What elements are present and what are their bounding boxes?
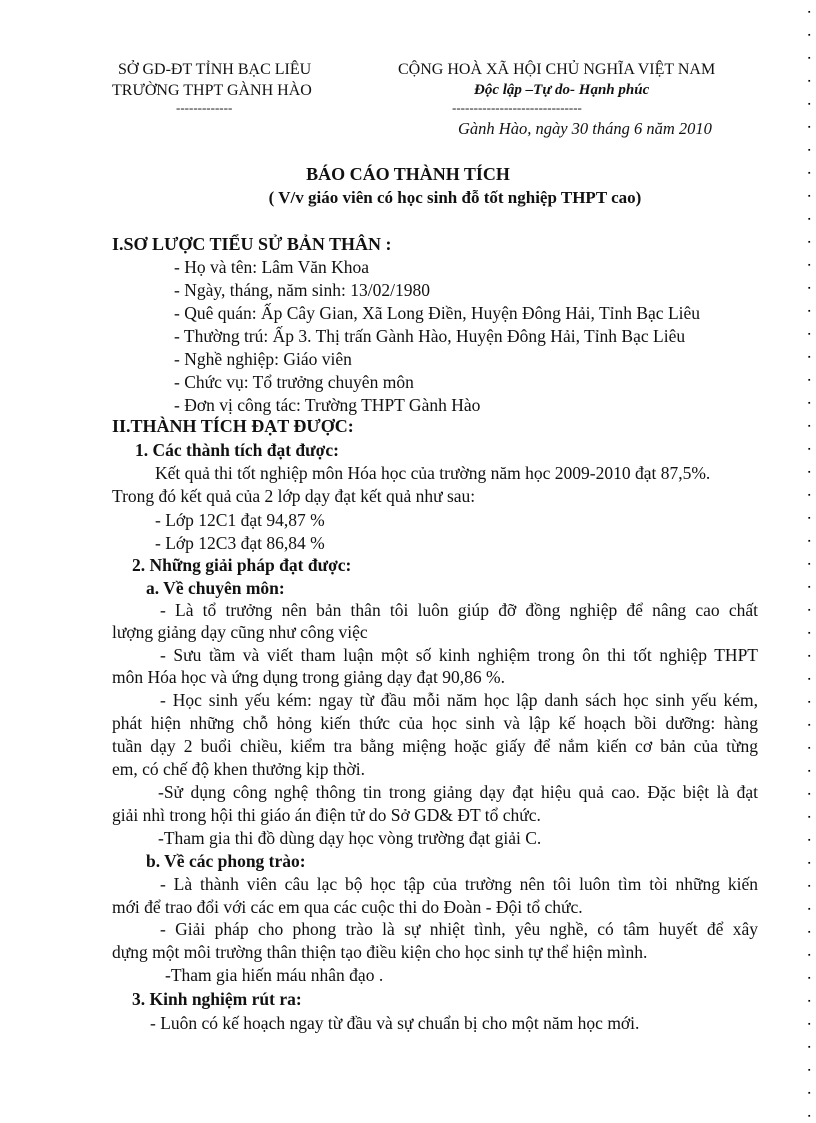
a-p5: -Tham gia thi đồ dùng dạy học vòng trường đạt giải C. [158,828,542,848]
margin-bullet: ▪ [808,307,811,315]
margin-bullet: ▪ [808,652,811,660]
sub-3-heading: 3. Kinh nghiệm rút ra: [132,989,302,1009]
margin-bullet: ▪ [808,836,811,844]
place-date: Gành Hào, ngày 30 tháng 6 năm 2010 [458,119,712,138]
margin-bullet: ▪ [808,77,811,85]
bio-birthdate: - Ngày, tháng, năm sinh: 13/02/1980 [174,280,430,300]
margin-bullet: ▪ [808,491,811,499]
margin-bullet: ▪ [808,1089,811,1097]
margin-bullet: ▪ [808,629,811,637]
margin-bullet: ▪ [808,238,811,246]
b-p3: -Tham gia hiến máu nhân đạo . [165,965,384,985]
margin-bullet: ▪ [808,744,811,752]
bio-hometown: - Quê quán: Ấp Cây Gian, Xã Long Điền, Huyện Đông Hải, Tỉnh Bạc Liêu [174,303,701,323]
section-2-heading: II.THÀNH TÍCH ĐẠT ĐƯỢC: [112,416,354,436]
result-line-2: Trong đó kết quả của 2 lớp dạy đạt kết quả như sau: [112,486,476,506]
margin-bullet: ▪ [808,560,811,568]
margin-bullet: ▪ [808,54,811,62]
margin-bullet: ▪ [808,422,811,430]
margin-bullet: ▪ [808,123,811,131]
a-p3-line4: em, có chế độ khen thưởng kịp thời. [112,759,366,779]
b-p2-line2: dựng một môi trường thân thiện tạo điều kiện cho học sinh tự thể hiện mình. [112,942,648,962]
margin-bullet: ▪ [808,813,811,821]
margin-bullet: ▪ [808,859,811,867]
margin-bullet: ▪ [808,790,811,798]
a-p1-line1: - Là tổ trưởng nên bản thân tôi luôn giúp đỡ đồng nghiệp để nâng cao chất [160,600,758,620]
national-motto: Độc lập –Tự do- Hạnh phúc [474,82,650,98]
a-p3-line1: - Học sinh yếu kém: ngay từ đầu mỗi năm học lập danh sách học sinh yếu kém, [160,690,758,710]
margin-bullet: ▪ [808,583,811,591]
a-p4-line2: giải nhì trong hội thi giáo án điện tử do Sở GD& ĐT tổ chức. [112,805,541,825]
margin-bullet: ▪ [808,997,811,1005]
a-p2-line2: môn Hóa học và ứng dụng trong giảng dạy đạt 90,86 %. [112,667,505,687]
section-1-heading: I.SƠ LƯỢC TIỂU SỬ BẢN THÂN : [112,234,392,254]
bio-name: - Họ và tên: Lâm Văn Khoa [174,257,370,277]
margin-bullet: ▪ [808,8,811,16]
experience-line-1: - Luôn có kế hoạch ngay từ đầu và sự chuẩn bị cho một năm học mới. [150,1013,640,1033]
margin-bullet: ▪ [808,169,811,177]
margin-bullet: ▪ [808,1066,811,1074]
margin-bullet: ▪ [808,882,811,890]
margin-bullet: ▪ [808,192,811,200]
bio-occupation: - Nghề nghiệp: Giáo viên [174,349,352,369]
margin-bullet: ▪ [808,1112,811,1120]
school-name: TRƯỜNG THPT GÀNH HÀO [112,82,312,99]
margin-bullet: ▪ [808,951,811,959]
margin-bullet: ▪ [808,537,811,545]
sub-1-heading: 1. Các thành tích đạt được: [135,440,339,460]
report-subtitle: ( V/v giáo viên có học sinh đỗ tốt nghiệp THPT cao) [268,188,642,207]
margin-bullet: ▪ [808,284,811,292]
nation-title: CỘNG HOÀ XÃ HỘI CHỦ NGHĨA VIỆT NAM [398,61,716,78]
margin-bullet: ▪ [808,721,811,729]
margin-bullet: ▪ [808,928,811,936]
bio-workplace: - Đơn vị công tác: Trường THPT Gành Hào [174,395,481,415]
margin-bullet: ▪ [808,1043,811,1051]
b-p1-line2: mới để trao đổi với các em qua các cuộc thi do Đoàn - Đội tổ chức. [112,897,583,917]
left-divider: ------------- [176,100,233,115]
margin-bullet: ▪ [808,905,811,913]
a-p3-line3: tuần dạy 2 buổi chiều, kiểm tra bằng miệng hoặc giấy để nắm kiến cơ bản của từng [112,736,758,756]
sub-2-heading: 2. Những giải pháp đạt được: [132,555,352,575]
margin-bullet: ▪ [808,675,811,683]
margin-bullet: ▪ [808,445,811,453]
margin-bullet: ▪ [808,146,811,154]
sub-2a-heading: a. Về chuyên môn: [146,578,285,598]
bio-residence: - Thường trú: Ấp 3. Thị trấn Gành Hào, Huyện Đông Hải, Tỉnh Bạc Liêu [174,326,686,346]
report-title: BÁO CÁO THÀNH TÍCH [306,164,510,184]
margin-bullet: ▪ [808,31,811,39]
right-divider: ------------------------------ [452,100,582,115]
bio-position: - Chức vụ: Tổ trưởng chuyên môn [174,372,414,392]
margin-bullet: ▪ [808,261,811,269]
margin-bullet: ▪ [808,606,811,614]
margin-bullets [808,0,814,1123]
margin-bullet: ▪ [808,353,811,361]
a-p3-line2: phát hiện những chỗ hỏng kiến thức của học sinh và lập kế hoạch bồi dưỡng: hàng [112,713,758,733]
margin-bullet: ▪ [808,514,811,522]
margin-bullet: ▪ [808,100,811,108]
margin-bullet: ▪ [808,698,811,706]
margin-bullet: ▪ [808,215,811,223]
a-p4-line1: -Sử dụng công nghệ thông tin trong giảng dạy đạt hiệu quả cao. Đặc biệt là đạt [158,782,758,802]
b-p1-line1: - Là thành viên câu lạc bộ học tập của trường nên tôi luôn tìm tòi những kiến [160,874,758,894]
margin-bullet: ▪ [808,399,811,407]
margin-bullet: ▪ [808,376,811,384]
class-result-12c3: - Lớp 12C3 đạt 86,84 % [155,533,325,553]
a-p1-line2: lượng giảng dạy cũng như công việc [112,622,368,642]
a-p2-line1: - Sưu tầm và viết tham luận một số kinh nghiệm trong ôn thi tốt nghiệp THPT [160,645,758,665]
margin-bullet: ▪ [808,767,811,775]
result-line-1: Kết quả thi tốt nghiệp môn Hóa học của trường năm học 2009-2010 đạt 87,5%. [155,463,711,483]
margin-bullet: ▪ [808,1020,811,1028]
margin-bullet: ▪ [808,330,811,338]
class-result-12c1: - Lớp 12C1 đạt 94,87 % [155,510,325,530]
sub-2b-heading: b. Về các phong trào: [146,851,306,871]
b-p2-line1: - Giải pháp cho phong trào là sự nhiệt tình, yêu nghề, có tâm huyết để xây [160,919,758,939]
margin-bullet: ▪ [808,974,811,982]
margin-bullet: ▪ [808,468,811,476]
department-name: SỞ GD-ĐT TỈNH BẠC LIÊU [118,61,312,78]
